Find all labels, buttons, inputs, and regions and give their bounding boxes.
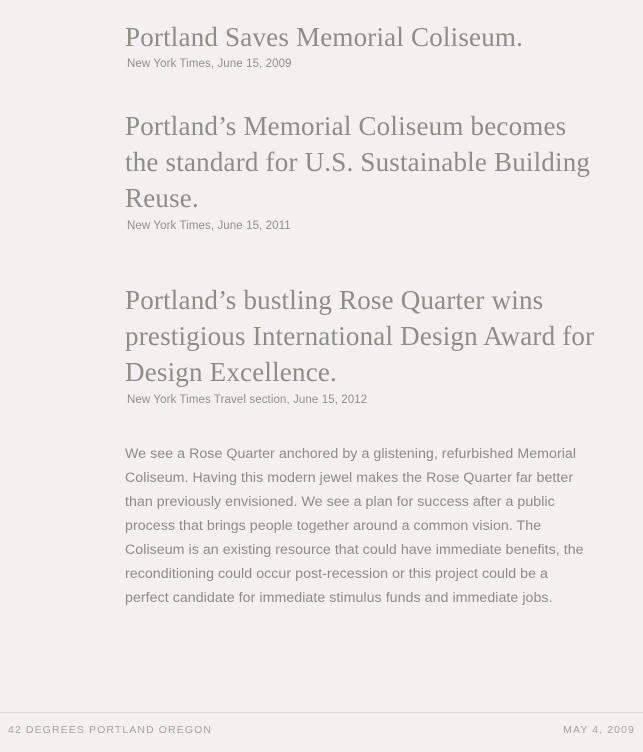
- article-credit-3: New York Times Travel section, June 15, 2012: [127, 394, 368, 406]
- footer-right-label: MAY 4, 2009: [563, 724, 635, 736]
- article-block-1: [125, 8, 603, 70]
- article-block-3: [125, 282, 603, 406]
- body-paragraph: We see a Rose Quarter anchored by a glistening, refurbished Memorial Coliseum. Having this modern jewel makes the Rose Quarter far better than previously envisioned. We see a plan for success after a public process that brings people together around a common vision. The Coliseum is an existing resource that could have immediate benefits, the reconditioning could occur post-recession or this project could be a perfect candidate for immediate stimulus funds and immediate jobs.: [125, 446, 584, 606]
- footer-divider: [0, 712, 643, 713]
- article-block-2: [125, 108, 603, 232]
- document-content: [125, 0, 603, 624]
- page-footer: [0, 712, 643, 752]
- article-headline-3: Portland’s bustling Rose Quarter wins prestigious International Design Award for Design Excellence.: [125, 285, 595, 387]
- article-headline-1: Portland Saves Memorial Coliseum.: [125, 22, 524, 52]
- article-credit-1: New York Times, June 15, 2009: [127, 58, 292, 70]
- article-headline-2: Portland’s Memorial Coliseum becomes the standard for U.S. Sustainable Building Reuse.: [125, 111, 591, 213]
- article-credit-2: New York Times, June 15, 2011: [127, 220, 291, 232]
- footer-left-label: 42 DEGREES PORTLAND OREGON: [8, 724, 213, 736]
